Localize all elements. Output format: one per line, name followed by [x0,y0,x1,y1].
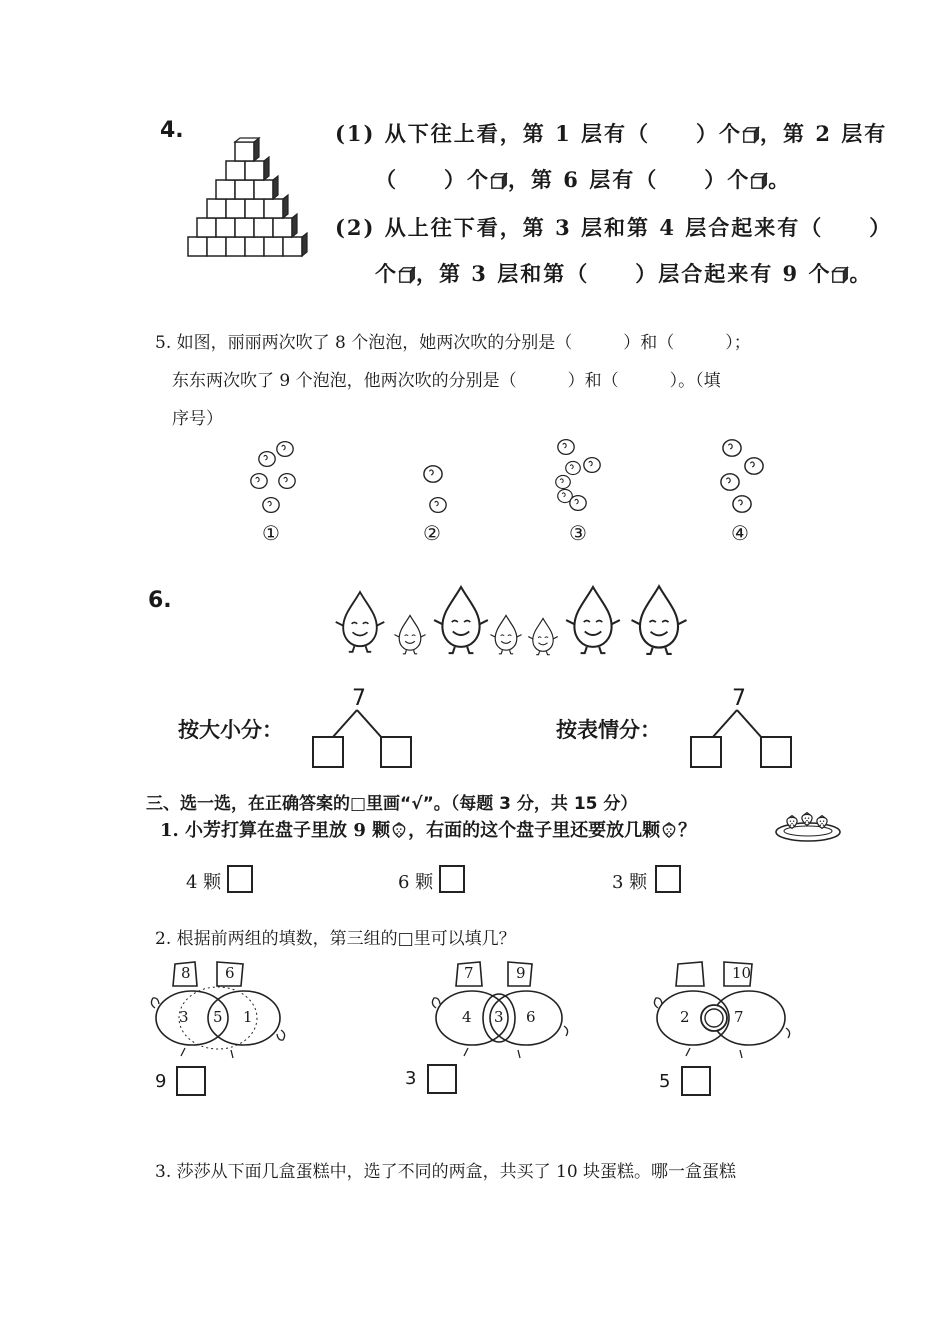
q4-line3 [335,212,892,242]
q4-line4b-text: ，第 3 层和第（ ）层合起来有 9 个 [416,261,832,286]
q6-expression-total: 7 [732,686,746,711]
s3-q2-checkbox-1[interactable] [176,1066,206,1096]
s3-q2-option-3: 5 [659,1071,671,1092]
number-group-3 [648,956,798,1066]
group-3-left: 2 [680,1008,690,1026]
group-2-top-left: 7 [464,964,474,982]
q4-number: 4. [160,118,184,143]
number-group-2 [426,956,576,1066]
q4-line2b-text: ，第 6 层有（ ）个 [508,167,751,192]
s3-q2-option-2: 3 [405,1068,417,1089]
section-3-title: 三、选一选，在正确答案的□里画“√”。（每题 3 分，共 15 分） [146,794,638,814]
group-2-top-right: 9 [516,964,526,982]
s3-q1-option-3: 3 颗 [612,872,648,893]
water-drop-characters-image [330,580,720,670]
group-1-top-right: 6 [225,964,235,982]
group-1-right: 1 [243,1008,253,1026]
s3-q3-text: 3. 莎莎从下面几盒蛋糕中，选了不同的两盒，共买了 10 块蛋糕。哪一盒蛋糕 [155,1162,737,1182]
group-1-left: 3 [179,1008,189,1026]
s3-q1-text-c: ？ [678,820,697,841]
q6-size-label: 按大小分： [178,717,283,742]
cube-icon [398,266,416,284]
strawberry-plate-image [774,808,842,844]
s3-q1-option-1: 4 颗 [186,872,222,893]
q4-line2 [375,164,791,194]
group-2-middle: 3 [494,1008,504,1026]
cube-pyramid-image [185,136,310,261]
q6-expression-answer-right[interactable] [760,736,792,768]
strawberry-icon [660,821,678,839]
q6-size-branch [322,706,392,740]
q6-number: 6. [148,588,172,613]
q4-line2c-text: 。 [768,167,792,192]
bubble-group-4 [715,436,775,516]
q5-line3: 序号） [172,409,223,429]
q6-size-answer-right[interactable] [380,736,412,768]
s3-q1-checkbox-2[interactable] [439,865,465,893]
s3-q1-text [160,816,696,842]
q4-line3-text: (2) 从上往下看，第 3 层和第 4 层合起来有（ ） [335,215,893,240]
group-1-middle: 5 [213,1008,223,1026]
q4-line1b-text: ，第 2 层有 [760,121,888,146]
s3-q2-text: 2. 根据前两组的填数，第三组的□里可以填几？ [155,929,516,949]
s3-q1-text-b: ，右面的这个盘子里还要放几颗 [408,820,661,841]
q5-line1: 5. 如图，丽丽两次吹了 8 个泡泡，她两次吹的分别是（ ）和（ ）； [155,333,751,353]
s3-q1-text-a: 1. 小芳打算在盘子里放 9 颗 [160,820,391,841]
strawberry-icon [390,821,408,839]
bubble-label-1: ① [262,521,280,545]
bubble-group-1 [245,438,305,518]
bubble-label-4: ④ [731,521,749,545]
cube-icon [750,172,768,190]
cube-icon [831,266,849,284]
bubble-group-3 [552,436,612,516]
s3-q1-option-2: 6 颗 [398,872,434,893]
group-2-left: 4 [462,1008,472,1026]
number-group-3-drawing [648,956,798,1066]
q6-expression-label: 按表情分： [556,717,661,742]
q5-line2: 东东两次吹了 9 个泡泡，他两次吹的分别是（ ）和（ ）。（填 [172,371,721,391]
group-2-right: 6 [526,1008,536,1026]
group-3-top-right: 10 [732,964,752,982]
q4-line1 [335,118,887,148]
bubble-label-2: ② [423,521,441,545]
q4-line4 [375,258,872,288]
number-group-1 [145,956,295,1066]
s3-q2-option-1: 9 [155,1071,167,1092]
group-3-right: 7 [734,1008,744,1026]
cube-icon [742,126,760,144]
q6-size-total: 7 [352,686,366,711]
q4-line4-text: 个 [375,261,398,286]
group-1-top-left: 8 [181,964,191,982]
s3-q1-checkbox-1[interactable] [227,865,253,893]
q4-line4c-text: 。 [849,261,873,286]
s3-q2-checkbox-2[interactable] [427,1064,457,1094]
q6-expression-branch [702,706,772,740]
q6-size-answer-left[interactable] [312,736,344,768]
bubble-label-3: ③ [569,521,587,545]
s3-q1-checkbox-3[interactable] [655,865,681,893]
bubble-group-2 [418,460,458,520]
q4-line1-text: (1) 从下往上看，第 1 层有（ ）个 [335,121,743,146]
cube-icon [490,172,508,190]
s3-q2-checkbox-3[interactable] [681,1066,711,1096]
q6-expression-answer-left[interactable] [690,736,722,768]
q4-line2-text: （ ）个 [375,167,490,192]
